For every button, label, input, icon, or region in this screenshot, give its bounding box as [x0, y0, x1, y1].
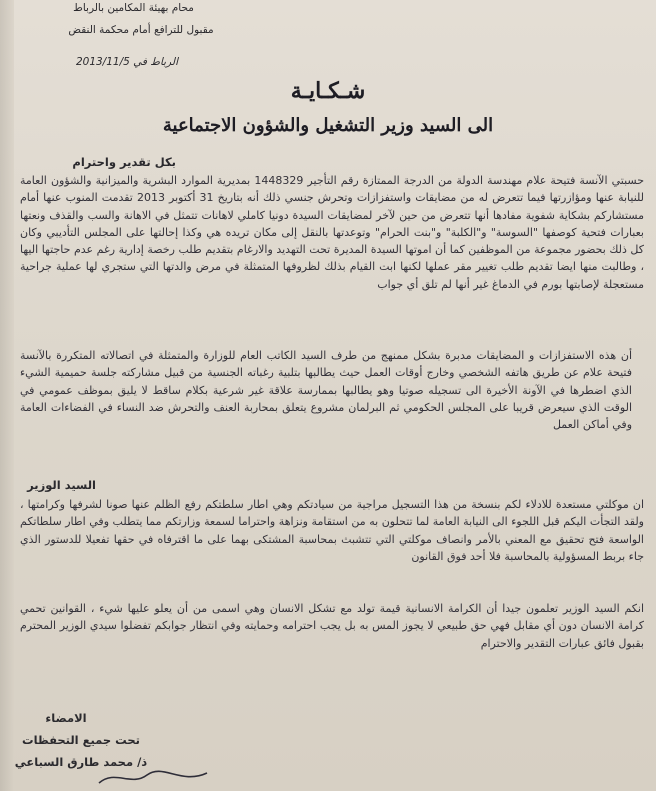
addressee-line: الى السيد وزير التشغيل والشؤون الاجتماعية	[162, 115, 494, 136]
signature-label: الامضاء	[45, 711, 87, 725]
document-title: شـكـايـة	[290, 78, 366, 104]
paragraph-1: حسبتي الآنسة فتيحة علام مهندسة الدولة من الدرجة الممتازة رقم التأجير 1448329 بمديرية الموارد البشرية والميزانية والشؤون العامة للنيابة عنها ومؤازرتها فيما تتعرض له من مضايقات واستفزازات وتحرش جنسي ذلك أنه بتاريخ 31 أكتوبر 2013 تقدمت المنوب عنها أمام مستشاركم بشكاية شفوية مفادها أنها تتعرض من حين لآخر لمضايقات السيدة دونيا كاملي لاهانات تتمثل في الاهانة والسب والقذف ونعتها بعبارات فتحية كوصفها "السوسة" و"الكلبة" و"بنت الحرام" وتوعدتها بالنقل إلى مكان تريده هي وكذا إحالتها على المجلس التأديبي وكان كل ذلك بحضور مجموعة من الموظفين كما أن اموتها السيدة المديرة تحت التهديد والارغام بتقديم طلب رخصة إدارية رغم عدم حاجتها اليها ، وطالبت منها ايضا تقديم طلب تغيير مقر عملها لكنها ابت القيام بذلك لظروفها المتمثلة في مرض والدتها التي ستجري لها عملية جراحية مستعجلة لإصابتها بورم في الدماغ غير أنها لم تلق أي جواب	[20, 174, 645, 291]
paragraph-4: انكم السيد الوزير تعلمون جيدا أن الكرامة الانسانية قيمة تولد مع تشكل الانسان وهي اسمى من أن يعلو عليها شيء ، القوانين تحمي كرامة الانسان دون أي مقابل فهي حق طبيعي لا يجوز المس به بل يجب احترامه وحمايته وفي انتظار جوابكم تفضلوا سيدي الوزير المحترم بقبول فائق عبارات التقدير والاحترام	[20, 602, 644, 650]
signature-reservation: تحت جميع التحفظات	[22, 733, 140, 747]
paragraph-2: أن هذه الاستفزازات و المضايقات مدبرة بشكل ممنهج من طرف السيد الكاتب العام للوزارة والمتمثلة في اتصالاته المتكررة بالآنسة فتيحة علام عن طريق هاتفه الشخصي وخارج أوقات العمل حيث يطالبها بتلبية رغباته الجنسية من قبيل مشاركته جلسة حميمية الشيء الذي اضطرها في الآونة الأخيرة الى تسجيله صوتيا وهو يطالبها بممارسة علاقة غير شرعية بكلام ساقط لا يليق بموظف عمومي في الوقت الذي سيعرض قريبا على المجلس الحكومي ثم البرلمان مشروع يتعلق بمحاربة العنف والتحرش ضد النساء في الفضاءات العامة وفي أماكن العمل	[20, 349, 632, 432]
minister-heading: السيد الوزير	[27, 478, 96, 492]
document-date: الرباط في 2013/11/5	[75, 56, 178, 68]
handwritten-signature-mark	[95, 765, 215, 791]
paragraph-3: ان موكلتي مستعدة للادلاء لكم بنسخة من هذا التسجيل مراجية من سيادتكم وهي اطار سلطتكم رفع الظلم عنها صونا لشرفها وكرامتها ، ولقد التجأت اليكم قبل اللجوء الى النيابة العامة لما تتحلون به من استقامة ونزاهة واحتراما لسمعة وزارتكم مما يتطلب وفي اطار سلطاتكم الواسعة فتح تحقيق مع المعني بالأمر وانصاف موكلتي التي تتشبث بمحاسبة المشتكى بهما على ما اقترفاه في حقها تفعيلا للدستور الذي جاء بربط المسؤولية بالمحاسبة فلا أحد فوق القانون	[20, 498, 644, 563]
court-accreditation: مقبول للترافع أمام محكمة النقض	[68, 24, 214, 36]
signatory-name: ذ/ محمد طارق السباعي	[14, 755, 148, 769]
greeting: بكل تقدير واحترام	[72, 155, 176, 169]
lawyer-title: محام بهيئة المكامين بالرباط	[73, 2, 194, 14]
